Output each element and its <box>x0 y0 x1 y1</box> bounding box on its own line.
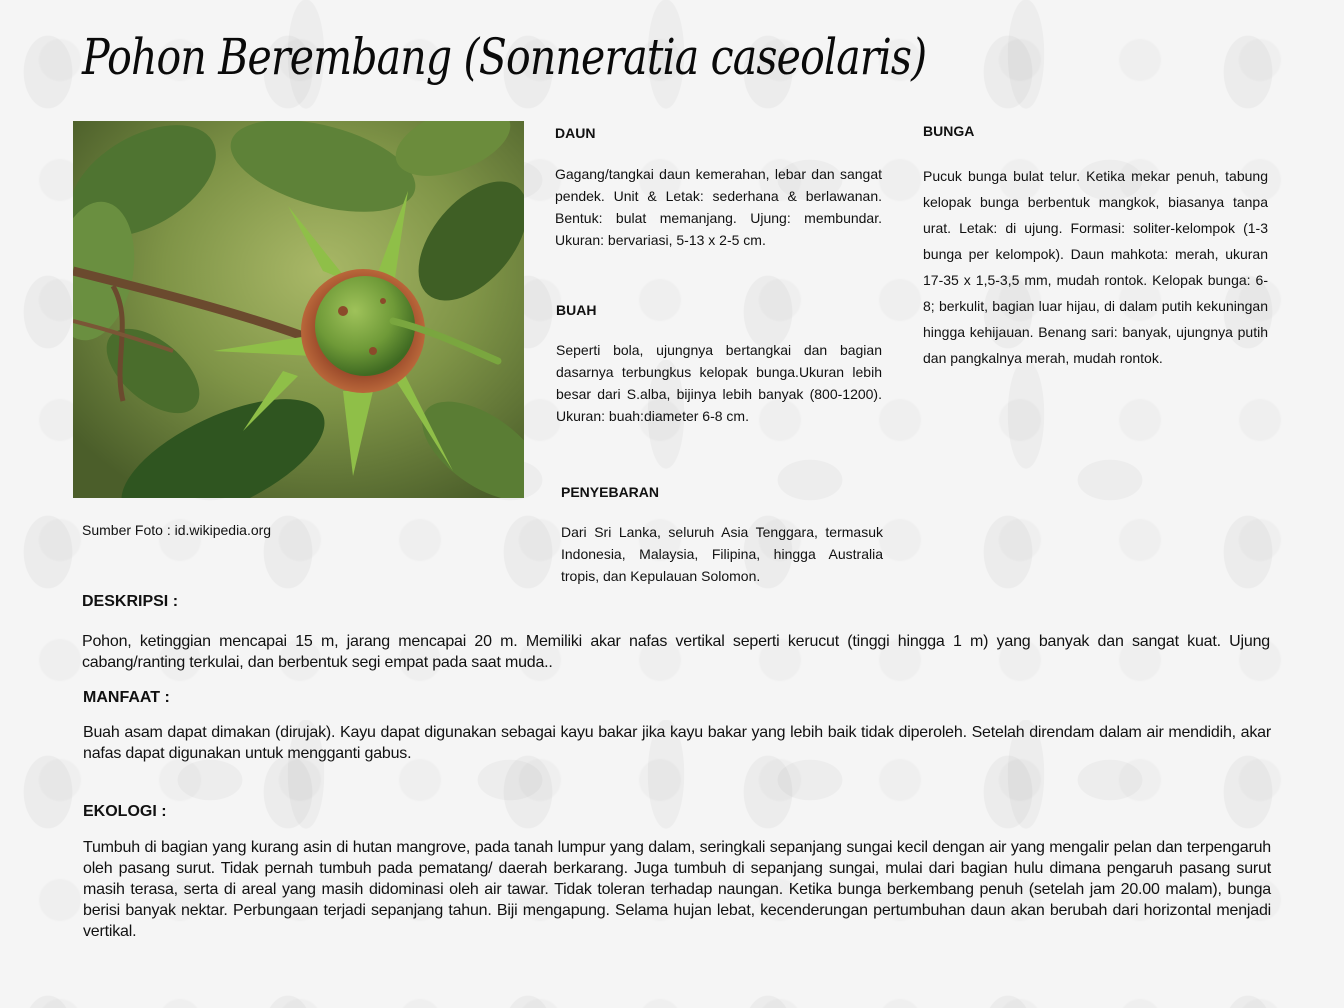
penyebaran-heading: PENYEBARAN <box>561 484 660 500</box>
buah-text: Seperti bola, ujungnya bertangkai dan bagian dasarnya terbungkus kelopak bunga.Ukuran lebih besar dari S.alba, bijinya lebih banyak (800-1200). Ukuran: buah:diameter 6-8 cm. <box>556 342 882 424</box>
bunga-text: Pucuk bunga bulat telur. Ketika mekar penuh, tabung kelopak bunga berbentuk mangkok, biasanya tanpa urat. Letak: di ujung. Formasi: soliter-kelompok (1-3 bunga per kelompok). Daun mahkota: merah, ukuran 17-35 x 1,5-3,5 mm, mudah rontok. Kelopak bunga: 6-8; berkulit, bagian luar hijau, di dalam putih kekuningan hingga kehijauan. Benang sari: banyak, ujungnya putih dan pangkalnya merah, mudah rontok. <box>923 168 1268 366</box>
buah-heading: BUAH <box>556 302 597 318</box>
manfaat-text: Buah asam dapat dimakan (dirujak). Kayu dapat digunakan sebagai kayu bakar jika kayu bakar yang lebih baik tidak diperoleh. Setelah direndam dalam air mendidih, akar nafas dapat digunakan untuk mengganti gabus. <box>83 724 1271 762</box>
ekologi-heading: EKOLOGI : <box>83 803 167 820</box>
page-title: Pohon Berembang (Sonneratia caseolaris) <box>82 28 927 86</box>
bunga-heading: BUNGA <box>923 123 975 139</box>
deskripsi-heading: DESKRIPSI : <box>82 593 179 610</box>
fruit-photo <box>73 121 524 498</box>
penyebaran-text: Dari Sri Lanka, seluruh Asia Tenggara, termasuk Indonesia, Malaysia, Filipina, hingga Australia tropis, dan Kepulauan Solomon. <box>561 524 883 584</box>
manfaat-heading: MANFAAT : <box>83 689 170 706</box>
daun-text: Gagang/tangkai daun kemerahan, lebar dan sangat pendek. Unit & Letak: sederhana & berlawanan. Bentuk: bulat memanjang. Ujung: membundar. Ukuran: bervariasi, 5-13 x 2-5 cm. <box>555 166 882 248</box>
deskripsi-text: Pohon, ketinggian mencapai 15 m, jarang mencapai 20 m. Memiliki akar nafas vertikal seperti kerucut (tinggi hingga 1 m) yang banyak dan sangat kuat. Ujung cabang/ranting terkulai, dan berbentuk segi empat pada saat muda.. <box>82 633 1270 671</box>
daun-heading: DAUN <box>555 125 596 141</box>
ekologi-text: Tumbuh di bagian yang kurang asin di hutan mangrove, pada tanah lumpur yang dalam, seringkali sepanjang sungai kecil dengan air yang mengalir pelan dan terpengaruh oleh pasang surut. Tidak pernah tumbuh pada pematang/ daerah berkarang. Juga tumbuh di sepanjang sungai, mulai dari bagian hulu dimana pengaruh pasang surut masih terasa, serta di areal yang masih didominasi oleh air tawar. Tidak toleran terhadap naungan. Ketika bunga berkembang penuh (setelah jam 20.00 malam), bunga berisi banyak nektar. Perbungaan terjadi sepanjang tahun. Biji mengapung. Selama hujan lebat, kecenderungan pertumbuhan daun akan berubah dari horizontal menjadi vertikal. <box>83 839 1271 940</box>
photo-credit: Sumber Foto : id.wikipedia.org <box>82 522 272 538</box>
